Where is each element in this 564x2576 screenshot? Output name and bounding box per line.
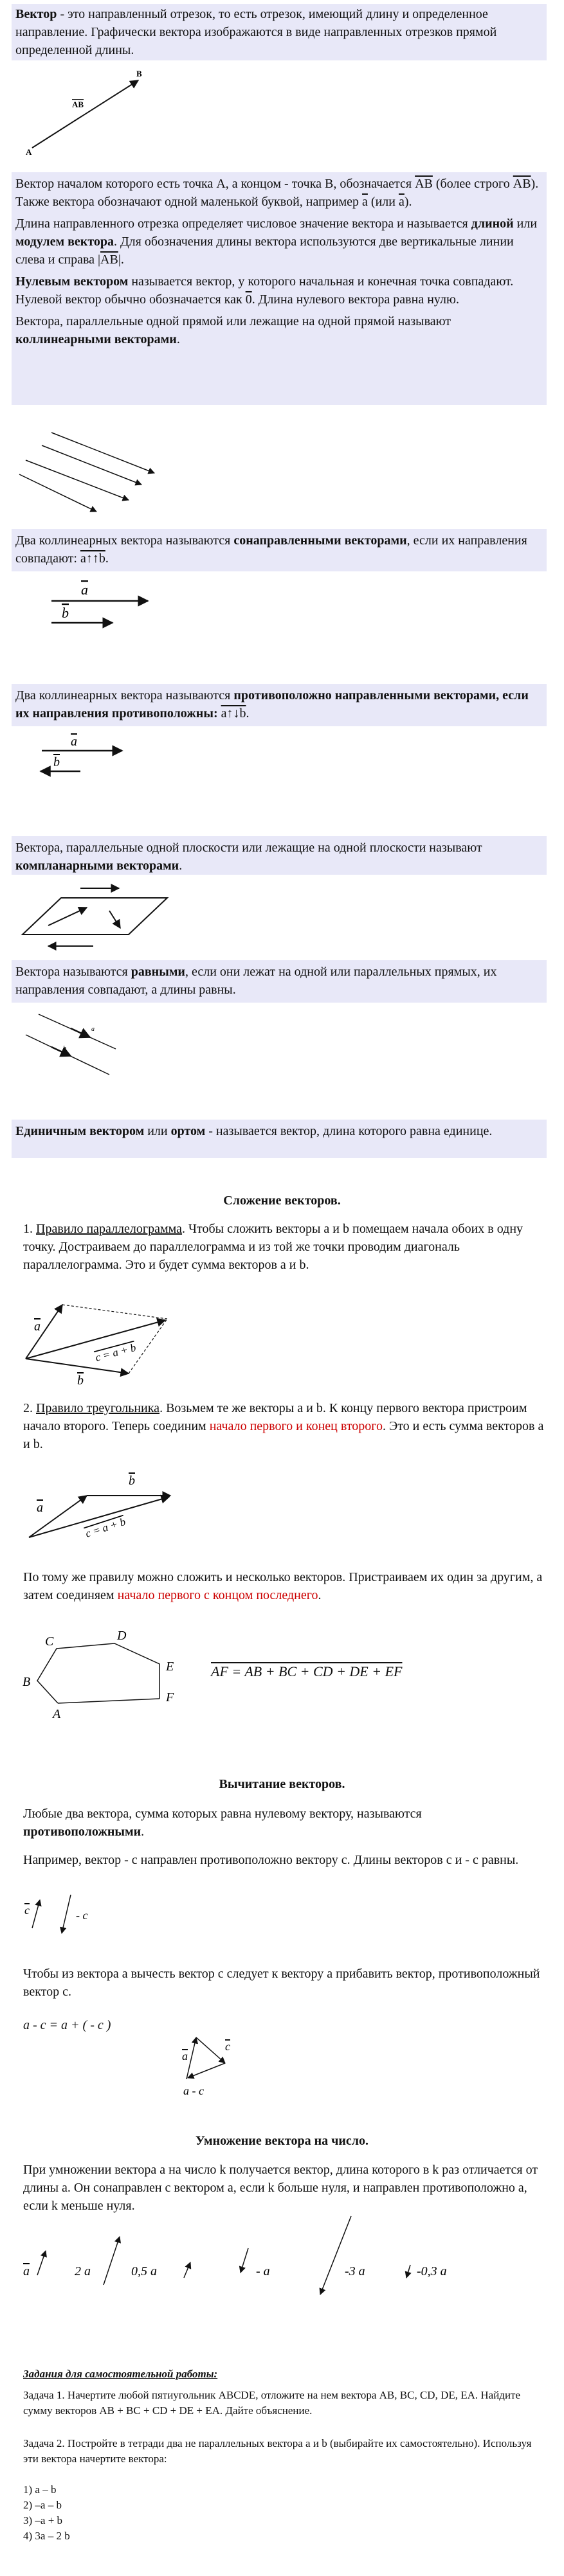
polygon-label-b: B [23,1675,31,1689]
task-2: Задача 2. Постройте в тетради два не параллельных вектора a и b (выбирайте их самостоятельно). Используя эти вектора начертите вектора: [23,2437,532,2465]
polygon-label-e: E [166,1659,174,1674]
parallelogram-label-sum: c = a + b [94,1341,138,1364]
equal-label-b: b [63,1045,66,1052]
subtraction-title: Вычитание векторов. [219,1777,345,1791]
opposite-definition: Любые два вектора, сумма которых равна нулевому вектору, называются противоположными. [23,1807,422,1839]
mul-label-a: a [23,2264,30,2278]
equal-figure [26,1009,122,1080]
parallelogram-label-b: b [77,1373,84,1388]
definition-collinear: Вектора, параллельные одной прямой или лежащие на одной прямой называют коллинеарными векторами. [15,314,451,346]
coplanar-figure [23,882,170,953]
unit-text: Единичным вектором или ортом - называется вектор, длина которого равна единице. [15,1124,493,1138]
codirected-figure [45,582,161,633]
sub-tri-label-c: c [225,2040,230,2053]
polygon-label-f: F [166,1690,174,1704]
task-item: 3) –a + b [23,2514,63,2527]
equal-label-a: a [91,1026,95,1033]
task-item: 1) a – b [23,2483,57,2496]
multiplication-figure [23,2211,486,2301]
mul-label-neg-a: - a [256,2264,270,2278]
opposite-label-a: a [71,735,77,749]
triangle-label-a: a [37,1501,43,1515]
polygon-formula: AF = AB + BC + CD + DE + EF [211,1663,403,1679]
equal-box [12,960,547,1003]
addition-title: Сложение векторов. [223,1194,341,1208]
codirected-label-b: b [62,605,69,621]
triangle-rule: 2. Правило треугольника. Возьмем те же векторы a и b. К концу первого вектора пристроим начало второго. Теперь соединим начало первого и конец второго. Это и есть сумма векторов a и b. [23,1401,544,1451]
task-item: 4) 3a – 2 b [23,2530,70,2542]
polygon-figure [19,1623,186,1726]
sub-tri-label-diff: a - c [183,2084,204,2097]
subtraction-formula: a - c = a + ( - c ) [23,2018,111,2032]
opposite-box [12,684,547,726]
intro-box [12,4,547,60]
opposite-figure [35,734,132,779]
parallelogram-figure [23,1300,177,1390]
opp-label-c: c [24,1904,30,1917]
multiplication-rule: При умножении вектора a на число k получается вектор, длина которого в k раз отличается от длины a. Он сонаправлен с вектором a, если k больше нуля, и направлен противоположно a, если k меньше нуля. [23,2163,538,2213]
task-2-items [23,2482,70,2544]
unit-box [12,1120,547,1158]
collinear-vectors-figure [19,429,167,519]
opposite-text: Два коллинеарных вектора называются противоположно направленными векторами, если их направления противоположны: a↑↓b. [15,688,529,720]
parallelogram-rule: 1. Правило параллелограмма. Чтобы сложить векторы a и b помещаем начала обоих в одну точку. Достраиваем до параллелограмма и из той же точки проводим диагональ параллелограмма. Это и будет сумма векторов a и b. [23,1222,523,1272]
equal-text: Вектора называются равными, если они лежат на одной или параллельных прямых, их направления совпадают, а длины равны. [15,965,497,997]
mul-label-neg03a: -0,3 a [417,2264,447,2278]
opposite-example: Например, вектор - c направлен противоположно вектору c. Длины векторов c и - c равны. [23,1853,519,1867]
polygon-rule: По тому же правилу можно сложить и несколько векторов. Пристраиваем их один за другим, а затем соединяем начало первого с концом последнего. [23,1570,543,1602]
coplanar-text: Вектора, параллельные одной плоскости или лежащие на одной плоскости называют компланарными векторами. [15,841,482,873]
parallelogram-label-a: a [34,1319,41,1334]
subtraction-triangle-figure [170,2015,260,2098]
codirected-box [12,529,547,571]
opp-label-negc: - c [76,1909,88,1922]
task-1: Задача 1. Начертите любой пятиугольник ABCDE, отложите на нем вектора AB, BC, CD, DE, EA. Найдите сумму векторов AB + BC + CD + DE + EA. Дайте объяснение. [23,2389,521,2417]
definitions-box [12,172,547,405]
polygon-label-c: C [45,1634,54,1649]
mul-label-neg3a: -3 a [345,2264,365,2278]
fig1-vector-label: AB [72,100,84,109]
subtraction-rule: Чтобы из вектора a вычесть вектор c следует к вектору a прибавить вектор, противоположный вектор c. [23,1967,540,1999]
codirected-text: Два коллинеарных вектора называются сонаправленными векторами, если их направления совпадают: a↑↑b. [15,533,527,566]
task-item: 2) –a – b [23,2499,62,2511]
fig1-end-label: B [136,69,142,78]
opposite-label-b: b [53,755,60,769]
tasks-heading: Задания для самостоятельной работы: [23,2368,218,2380]
coplanar-box [12,836,547,875]
polygon-label-d: D [117,1629,127,1643]
triangle-figure [23,1467,177,1550]
mul-label-05a: 0,5 a [131,2264,157,2278]
multiplication-title: Умножение вектора на число. [195,2134,369,2148]
mul-label-2a: 2 a [75,2264,91,2278]
codirected-label-a: a [81,582,88,598]
intro-term: Вектор [15,7,57,21]
definition-length: Длина направленного отрезка определяет числовое значение вектора и называется длиной или модулем вектора. Для обозначения длины вектора используются две вертикальные линии слева и справа $|\overline{AB}|$. [15,217,538,267]
opposite-vectors-figure [24,1888,153,1940]
triangle-label-b: b [129,1474,135,1488]
vector-ab-figure [26,67,154,157]
intro-text: Вектор - это направленный отрезок, то есть отрезок, имеющий длину и определенное направление. Графически вектора изображаются в виде направленных отрезков прямой определенной длины. [15,7,497,57]
definition-notation: Вектор началом которого есть точка А, а концом - точка В, обозначается $\overline{AB}$ (более строго $\overline{AB}$). Также вектора обозначают одной маленькой буквой, например $\overline{a}$ (или $\overline{a}$). [15,177,539,209]
polygon-label-a: A [53,1707,61,1721]
fig1-start-label: A [26,147,32,157]
definition-zero-vector: Нулевым вектором называется вектор, у которого начальная и конечная точка совпадают. Нулевой вектор обычно обозначается как 0. Длина нулевого вектора равна нулю. [15,274,514,307]
triangle-label-sum: c = a + b [84,1515,127,1540]
sub-tri-label-a: a [182,2050,188,2062]
